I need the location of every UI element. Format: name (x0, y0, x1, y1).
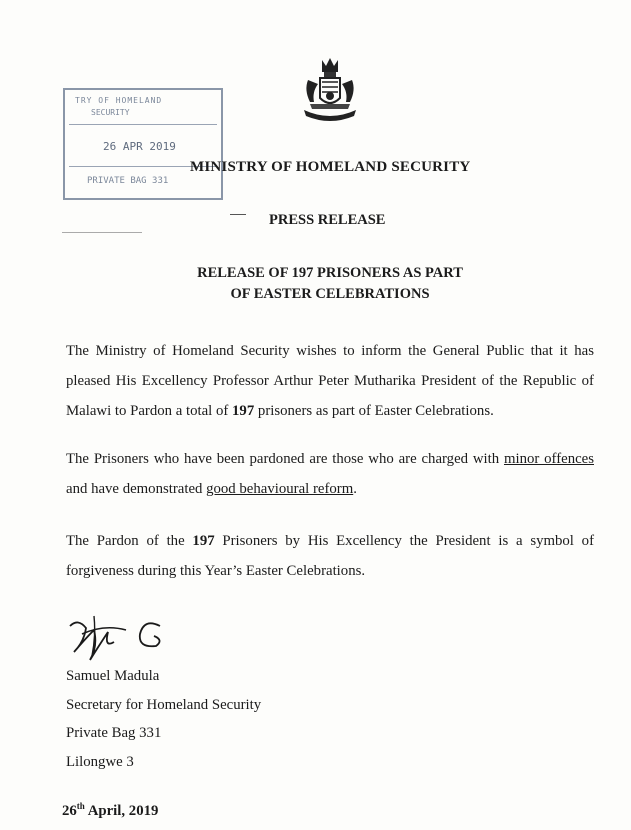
address-line-1: Private Bag 331 (66, 725, 162, 741)
press-release-heading: PRESS RELEASE (269, 212, 386, 228)
signatory-name: Samuel Madula (66, 668, 160, 684)
paragraph-text: The Prisoners who have been pardoned are those who are charged with (66, 451, 504, 467)
coat-of-arms-emblem (300, 56, 360, 124)
signatory-title: Secretary for Homeland Security (66, 696, 262, 713)
ministry-heading: MINISTRY OF HOMELAND SECURITY (190, 159, 471, 175)
date-suffix: th (76, 801, 85, 811)
divider (62, 232, 142, 233)
official-date-stamp (63, 88, 223, 200)
paragraph-text: Prisoners by His Excellency the President is a symbol of forgiveness during this Year’s Easter Celebrations. (66, 533, 594, 579)
address-line-2: Lilongwe 3 (66, 753, 134, 770)
paragraph-text: . (353, 481, 357, 497)
date-rest: April, 2019 (84, 802, 159, 819)
divider (230, 214, 246, 215)
paragraph-text: and have demonstrated (66, 481, 207, 497)
prisoner-count: 197 (192, 533, 215, 549)
paragraph-2 (66, 444, 594, 504)
paragraph-text: prisoners as part of Easter Celebrations. (254, 403, 494, 419)
prisoner-count: 197 (232, 403, 255, 419)
paragraph-text: The Ministry of Homeland Security wishes to inform the General Public that it has pleased His Excellency Professor Arthur Peter Mutharika President of the Republic of Malawi to Pardon a total of (66, 343, 594, 419)
underlined-phrase: good behavioural reform (206, 481, 354, 497)
stamp-line-2: SECURITY (91, 108, 130, 117)
paragraph-3 (66, 526, 594, 586)
headline-line-1: RELEASE OF 197 PRISONERS AS PART (197, 265, 463, 281)
signature-block (66, 662, 261, 776)
stamp-date: 26 APR 2019 (103, 140, 176, 153)
headline-line-2: OF EASTER CELEBRATIONS (230, 286, 430, 302)
paragraph-text: The Pardon of the (66, 533, 193, 549)
document-date (62, 801, 158, 820)
underlined-phrase: minor offences (503, 451, 594, 467)
stamp-rule (69, 124, 217, 125)
date-day: 26 (62, 802, 77, 819)
paragraph-1 (66, 336, 594, 426)
stamp-line-1: TRY OF HOMELAND (75, 96, 163, 105)
stamp-line-4: PRIVATE BAG 331 (87, 176, 169, 186)
release-headline (120, 263, 540, 305)
handwritten-signature (64, 608, 174, 668)
